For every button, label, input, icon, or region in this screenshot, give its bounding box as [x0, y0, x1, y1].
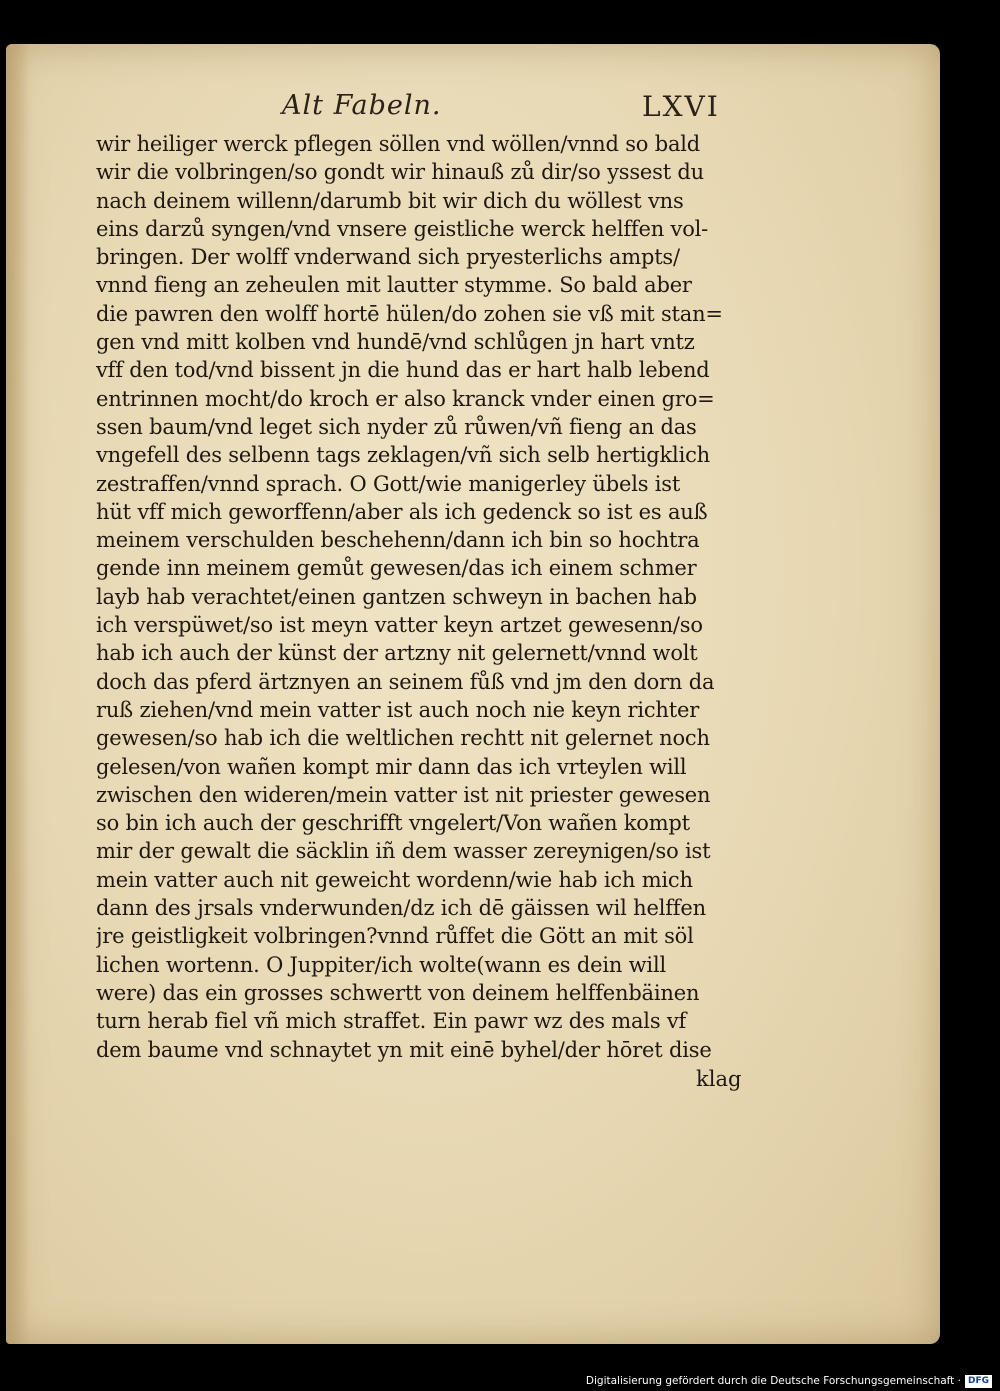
text-line: wir die volbringen/so gondt wir hinauß zů dir/so yssest du — [96, 160, 705, 185]
text-line: dem baume vnd schnaytet yn mit einē byhel/der hōret dise — [96, 1037, 712, 1062]
text-line: were) das ein grosses schwertt von deinem helffenbäinen — [96, 980, 700, 1005]
page-header — [6, 90, 940, 130]
footer-credit: Digitalisierung gefördert durch die Deutsche Forschungsgemeinschaft · — [585, 1375, 961, 1387]
text-line: gende inn meinem gemůt gewesen/das ich einem schmer — [96, 556, 697, 581]
text-line: wir heiliger werck pflegen söllen vnd wöllen/vnnd so bald — [96, 132, 701, 156]
text-line: zestraffen/vnnd sprach. O Gott/wie manigerley übels ist — [96, 471, 681, 496]
book-page — [6, 44, 940, 1344]
text-line: turn herab fiel vñ mich straffet. Ein pawr wz des mals vf — [96, 1009, 687, 1034]
text-line: entrinnen mocht/do kroch er also kranck vnder einen gro= — [96, 386, 715, 411]
dfg-logo: DFG — [965, 1375, 992, 1388]
text-line: mir der gewalt die säcklin iñ dem wasser zereynigen/so ist — [96, 839, 711, 864]
text-line: gewesen/so hab ich die weltlichen rechtt nit gelernet noch — [96, 726, 710, 751]
folio-number: LXVI — [642, 90, 720, 123]
text-line: vngefell des selbenn tags zeklagen/vñ sich selb hertigklich — [96, 443, 710, 468]
text-line: nach deinem willenn/darumb bit wir dich du wöllest vns — [96, 188, 684, 213]
text-line: hüt vff mich geworffenn/aber als ich gedenck so ist es auß — [96, 499, 708, 524]
text-line: jre geistligkeit volbringen?vnnd růffet die Gött an mit söl — [96, 924, 694, 949]
text-line: gen vnd mitt kolben vnd hundē/vnd schlůgen jn hart vntz — [96, 330, 695, 355]
text-line: ich verspüwet/so ist meyn vatter keyn artzet gewesenn/so — [96, 613, 703, 638]
text-line: zwischen den wideren/mein vatter ist nit priester gewesen — [96, 782, 711, 807]
body-text — [96, 130, 756, 1064]
running-head: Alt Fabeln. — [282, 90, 442, 121]
text-line: bringen. Der wolff vnderwand sich pryesterlichs ampts/ — [96, 245, 680, 270]
text-line: lichen wortenn. O Juppiter/ich wolte(wann es dein will — [96, 952, 666, 977]
text-line: ruß ziehen/vnd mein vatter ist auch noch nie keyn richter — [96, 697, 700, 722]
text-line: ssen baum/vnd leget sich nyder zů růwen/vñ fieng an das — [96, 414, 697, 439]
text-line: vff den tod/vnd bissent jn die hund das er hart halb lebend — [96, 358, 710, 383]
page-gutter-shadow — [6, 44, 30, 1344]
text-line: mein vatter auch nit geweicht wordenn/wie hab ich mich — [96, 867, 693, 892]
text-line: vnnd fieng an zeheulen mit lautter stymme. So bald aber — [96, 273, 692, 298]
text-line: gelesen/von wañen kompt mir dann das ich vrteylen will — [96, 754, 687, 779]
text-line: doch das pferd ärtznyen an seinem fůß vnd jm den dorn da — [96, 669, 715, 694]
text-line: eins darzů syngen/vnd vnsere geistliche werck helffen vol- — [96, 216, 709, 241]
text-line: die pawren den wolff hortē hülen/do zohen sie vß mit stan= — [96, 301, 723, 326]
text-line: dann des jrsals vnderwunden/dz ich dē gäissen wil helffen — [96, 896, 706, 921]
catchword: klag — [696, 1067, 742, 1091]
footer-credit-bar — [586, 1373, 992, 1389]
text-line: layb hab verachtet/einen gantzen schweyn in bachen hab — [96, 584, 697, 609]
text-line: meinem verschulden beschehenn/dann ich bin so hochtra — [96, 528, 700, 553]
text-line: hab ich auch der künst der artzny nit gelernett/vnnd wolt — [96, 641, 698, 666]
text-line: so bin ich auch der geschrifft vngelert/Von wañen kompt — [96, 811, 690, 836]
